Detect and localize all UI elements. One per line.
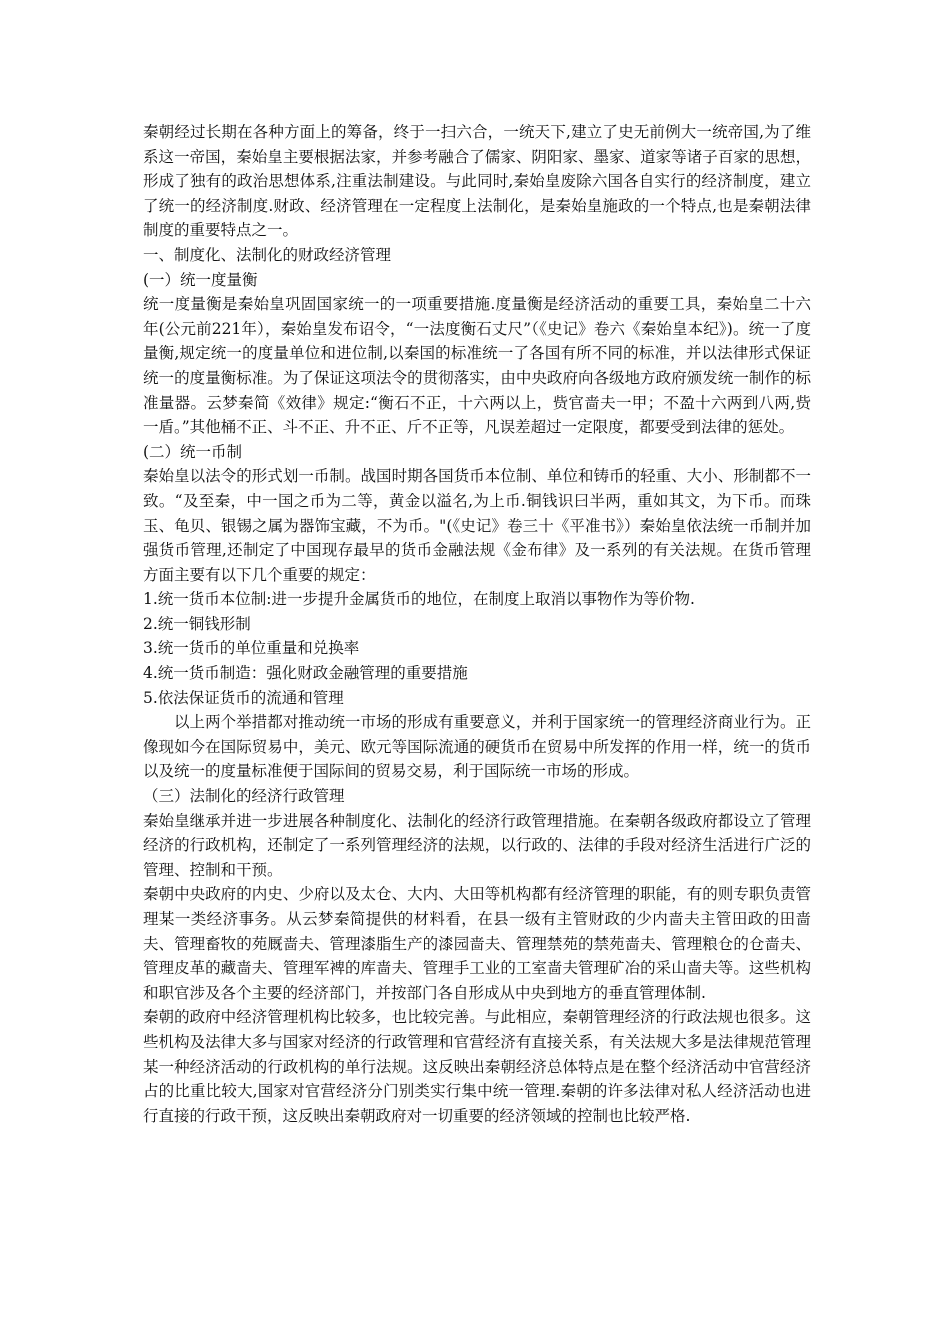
list-item: 4.统一货币制造：强化财政金融管理的重要措施 [143, 664, 468, 683]
list-item: 5.依法保证货币的流通和管理 [143, 688, 344, 707]
body-paragraph: 秦始皇以法令的形式划一币制。战国时期各国货币本位制、单位和铸币的轻重、大小、形制都不一致。“及至秦，中一国之币为二等，黄金以溢名,为上币.铜钱识曰半两，重如其文，为下币。而珠玉、龟贝、银锡之属为器饰宝藏，不为币。"(《史记》卷三十《平准书》）秦始皇依法统一币制并加强货币管理,还制定了中国现存最早的货币金融法规《金布律》及一系列的有关法规。在货币管理方面主要有以下几个重要的规定： [143, 467, 811, 584]
subsection-heading: (一）统一度量衡 [143, 270, 258, 289]
body-paragraph: 秦始皇继承并进一步进展各种制度化、法制化的经济行政管理措施。在秦朝各级政府都设立了管理经济的行政机构，还制定了一系列管理经济的法规，以行政的、法律的手段对经济生活进行广泛的管理、控制和干预。 [143, 811, 811, 879]
list-item: 1.统一货币本位制:进一步提升金属货币的地位，在制度上取消以事物作为等价物. [143, 590, 695, 609]
list-item: 2.统一铜钱形制 [143, 614, 251, 633]
intro-paragraph: 秦朝经过长期在各种方面上的筹备，终于一扫六合，一统天下,建立了史无前例大一统帝国,为了维系这一帝国，秦始皇主要根据法家，并参考融合了儒家、阴阳家、墨家、道家等诸子百家的思想，形成了独有的政治思想体系,注重法制建设。与此同时,秦始皇废除六国各自实行的经济制度，建立了统一的经济制度.财政、经济管理在一定程度上法制化，是秦始皇施政的一个特点,也是秦朝法律制度的重要特点之一。 [143, 123, 811, 240]
body-paragraph: 统一度量衡是秦始皇巩固国家统一的一项重要措施.度量衡是经济活动的重要工具，秦始皇二十六年(公元前221年），秦始皇发布诏令，“一法度衡石丈尺”（《史记》卷六《秦始皇本纪》)。统一了度量衡,规定统一的度量单位和进位制,以秦国的标准统一了各国有所不同的标准，并以法律形式保证统一的度量衡标准。为了保证这项法令的贯彻落实，由中央政府向各级地方政府颁发统一制作的标准量器。云梦秦简《效律》规定:“衡石不正，十六两以上，赀官啬夫一甲；不盈十六两到八两,赀一盾。”其他桶不正、斗不正、升不正、斤不正等，凡误差超过一定限度，都要受到法律的惩处。 [143, 295, 811, 437]
section-heading: 一、制度化、法制化的财政经济管理 [143, 245, 392, 264]
body-paragraph: 秦朝中央政府的内史、少府以及太仓、大内、大田等机构都有经济管理的职能，有的则专职负责管理某一类经济事务。从云梦秦简提供的材料看，在县一级有主管财政的少内啬夫主管田政的田啬夫、管理畜牧的苑厩啬夫、管理漆脂生产的漆园啬夫、管理禁苑的禁苑啬夫、管理粮仓的仓啬夫、管理皮革的藏啬夫、管理军裨的库啬夫、管理手工业的工室啬夫管理矿冶的采山啬夫等。这些机构和职官涉及各个主要的经济部门，并按部门各自形成从中央到地方的垂直管理体制. [143, 885, 811, 1002]
document-body [143, 120, 811, 1128]
body-paragraph: 以上两个举措都对推动统一市场的形成有重要意义，并利于国家统一的管理经济商业行为。正像现如今在国际贸易中，美元、欧元等国际流通的硬货币在贸易中所发挥的作用一样，统一的货币以及统一的度量标准便于国际间的贸易交易，利于国际统一市场的形成。 [143, 713, 811, 781]
subsection-heading: （三）法制化的经济行政管理 [143, 787, 345, 806]
list-item: 3.统一货币的单位重量和兑换率 [143, 639, 360, 658]
body-paragraph: 秦朝的政府中经济管理机构比较多，也比较完善。与此相应，秦朝管理经济的行政法规也很多。这些机构及法律大多与国家对经济的行政管理和官营经济有直接关系，有关法规大多是法律规范管理某一种经济活动的行政机构的单行法规。这反映出秦朝经济总体特点是在整个经济活动中官营经济占的比重比较大,国家对官营经济分门别类实行集中统一管理.秦朝的许多法律对私人经济活动也进行直接的行政干预，这反映出秦朝政府对一切重要的经济领域的控制也比较严格. [143, 1008, 811, 1125]
subsection-heading: (二）统一币制 [143, 442, 243, 461]
